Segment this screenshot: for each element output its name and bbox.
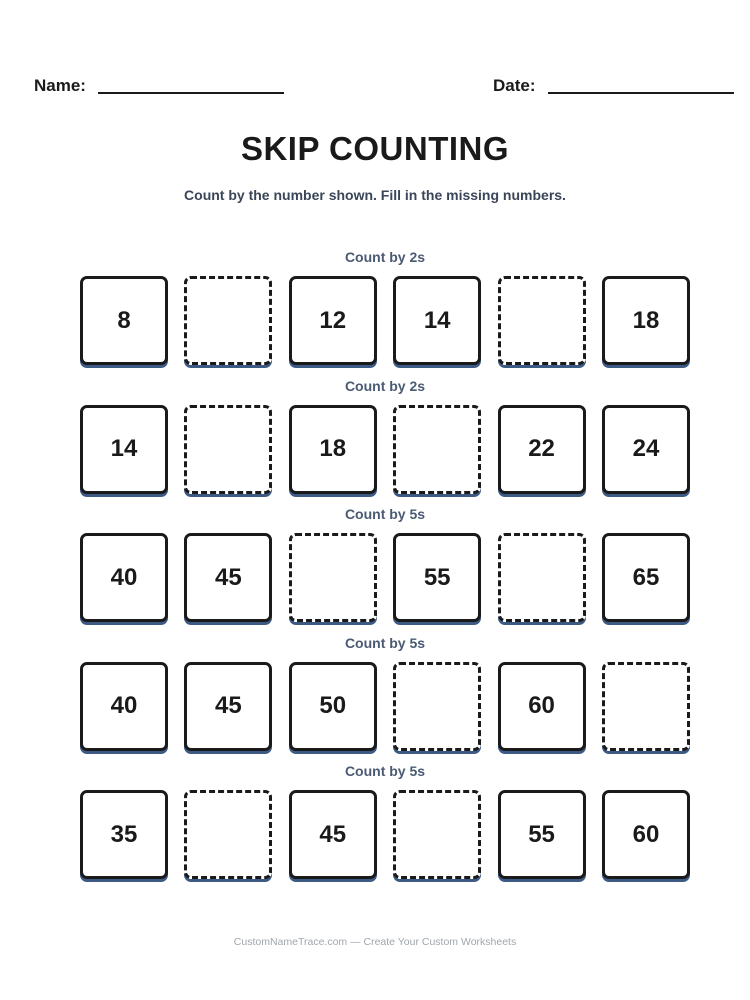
date-label: Date: xyxy=(493,76,536,95)
sequence-row xyxy=(80,248,690,377)
number-box: 55 xyxy=(393,533,481,622)
sequence-label: Count by 2s xyxy=(344,377,426,394)
page-title: SKIP COUNTING xyxy=(240,130,510,167)
instructions: Count by the number shown. Fill in the missing numbers. xyxy=(184,187,566,203)
blank-number-box[interactable] xyxy=(184,276,272,365)
sequence-boxes xyxy=(80,405,690,494)
date-write-line[interactable] xyxy=(548,92,734,94)
name-label: Name: xyxy=(34,76,86,95)
sequence-boxes xyxy=(80,276,690,365)
blank-number-box[interactable] xyxy=(498,276,586,365)
number-box: 14 xyxy=(393,276,481,365)
number-box: 45 xyxy=(184,662,272,751)
number-box: 12 xyxy=(289,276,377,365)
blank-number-box[interactable] xyxy=(393,790,481,879)
sequence-label: Count by 5s xyxy=(344,506,426,522)
number-box: 50 xyxy=(289,662,377,751)
number-box: 65 xyxy=(602,533,690,622)
sequence-row xyxy=(80,505,690,634)
sequence-label: Count by 5s xyxy=(344,634,426,651)
sequence-label: Count by 5s xyxy=(344,763,426,779)
blank-number-box[interactable] xyxy=(184,790,272,879)
number-box: 60 xyxy=(602,790,690,879)
number-box: 24 xyxy=(602,405,690,494)
header-row xyxy=(0,76,750,100)
sequence-row xyxy=(80,377,690,506)
blank-number-box[interactable] xyxy=(498,533,586,622)
blank-number-box[interactable] xyxy=(289,533,377,622)
number-box: 45 xyxy=(289,790,377,879)
number-box: 22 xyxy=(498,405,586,494)
number-box: 18 xyxy=(289,405,377,494)
blank-number-box[interactable] xyxy=(393,662,481,751)
sequence-row xyxy=(80,762,690,891)
name-write-line[interactable] xyxy=(98,92,284,94)
number-box: 18 xyxy=(602,276,690,365)
sequence-boxes xyxy=(80,662,690,751)
sequence-boxes xyxy=(80,790,690,879)
sequence-boxes xyxy=(80,533,690,622)
sequences-container xyxy=(80,248,690,891)
sequence-label: Count by 2s xyxy=(344,249,426,265)
number-box: 35 xyxy=(80,790,168,879)
number-box: 55 xyxy=(498,790,586,879)
date-field xyxy=(493,76,734,96)
blank-number-box[interactable] xyxy=(184,405,272,494)
number-box: 40 xyxy=(80,533,168,622)
number-box: 40 xyxy=(80,662,168,751)
blank-number-box[interactable] xyxy=(393,405,481,494)
number-box: 14 xyxy=(80,405,168,494)
number-box: 60 xyxy=(498,662,586,751)
number-box: 8 xyxy=(80,276,168,365)
blank-number-box[interactable] xyxy=(602,662,690,751)
sequence-row xyxy=(80,634,690,763)
name-field xyxy=(34,76,284,96)
footer-credit: CustomNameTrace.com — Create Your Custom Worksheets xyxy=(233,936,517,948)
number-box: 45 xyxy=(184,533,272,622)
